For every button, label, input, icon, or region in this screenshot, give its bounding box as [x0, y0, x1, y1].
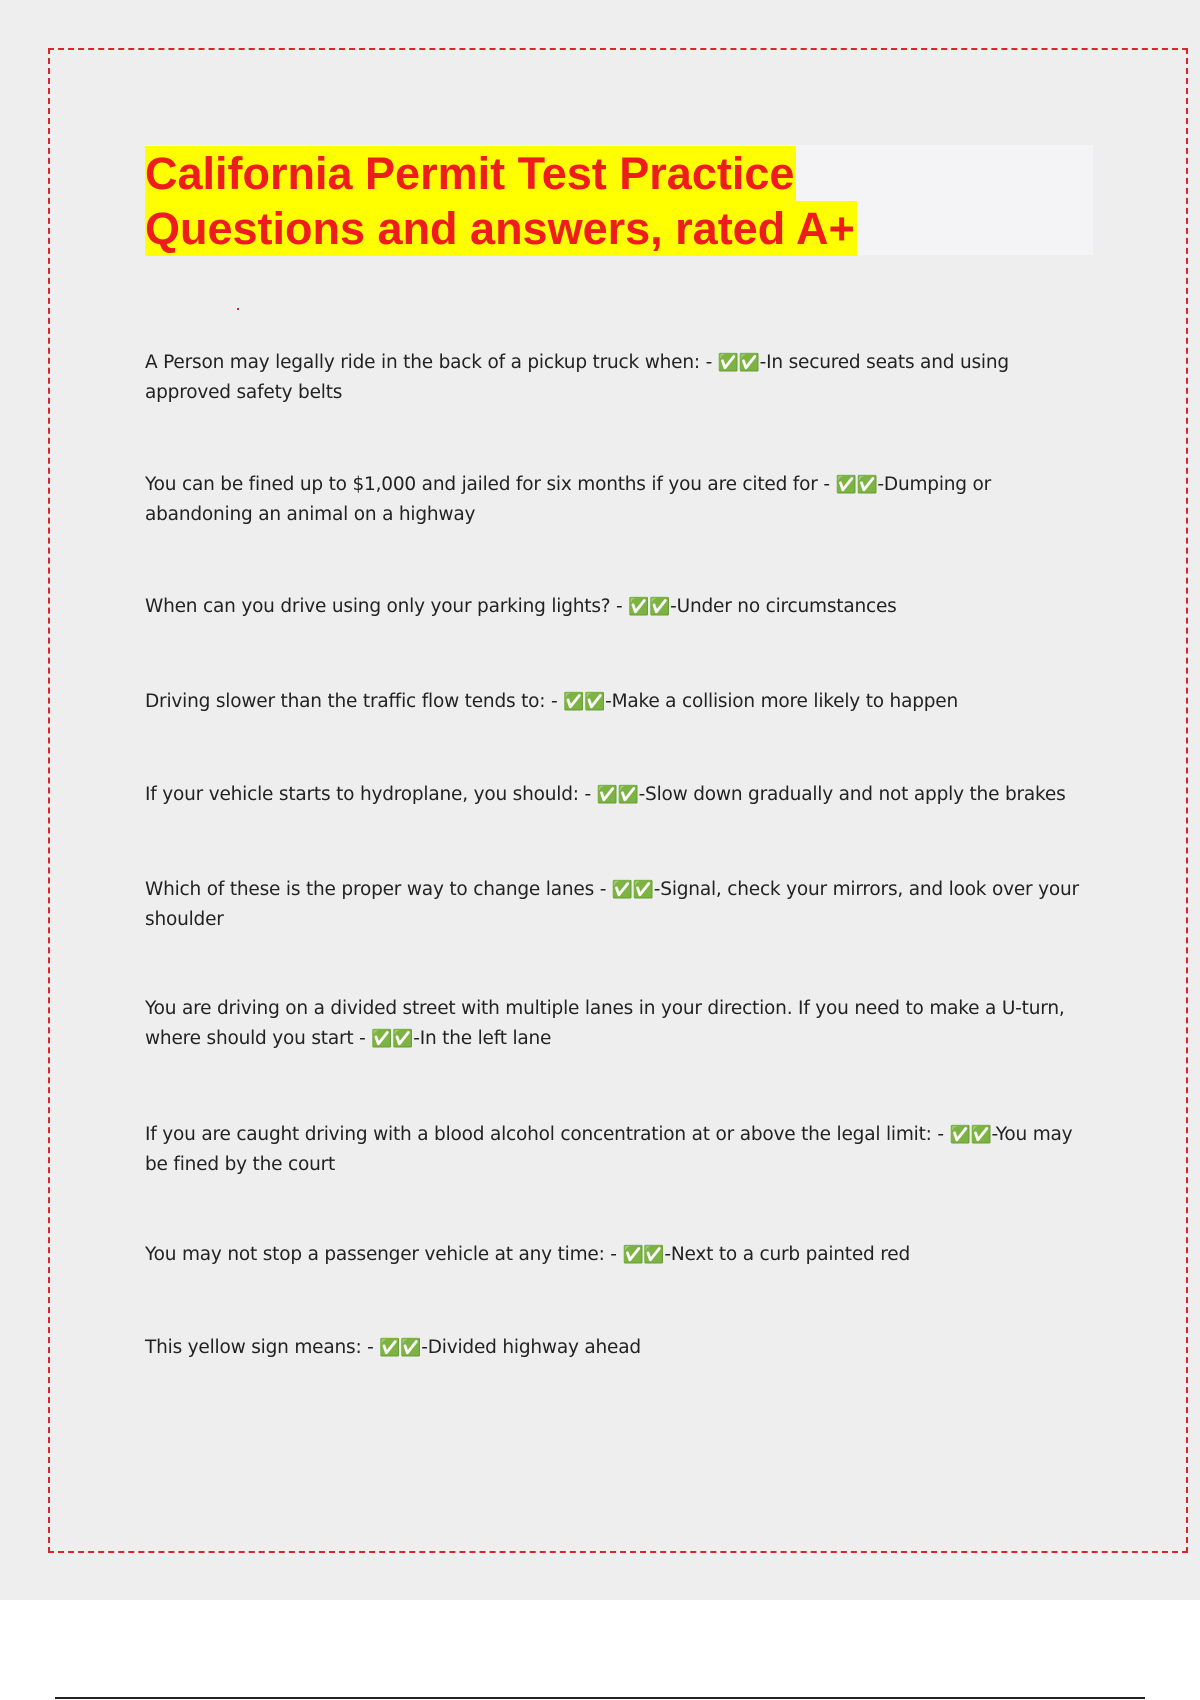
question-text: You may not stop a passenger vehicle at any time: -: [145, 1244, 623, 1265]
qa-item: [145, 780, 1095, 810]
double-check-icon: ✅✅: [563, 692, 606, 712]
question-text: This yellow sign means: -: [145, 1337, 380, 1358]
double-check-icon: ✅✅: [379, 1338, 422, 1358]
answer-text: -Signal, check your mirrors, and look over your shoulder: [145, 879, 1079, 930]
answer-text: -Divided highway ahead: [421, 1337, 641, 1358]
qa-item: [145, 1120, 1095, 1180]
document-title-line-2: Questions and answers, rated A+: [145, 203, 855, 254]
qa-item: [145, 1240, 1095, 1270]
answer-text: -In secured seats and using approved safety belts: [145, 352, 1009, 403]
document-title-line-1: California Permit Test Practice: [145, 148, 795, 199]
footer-rule: [55, 1697, 1145, 1699]
question-text: If you are caught driving with a blood alcohol concentration at or above the legal limit: -: [145, 1124, 950, 1145]
qa-item: [145, 592, 1095, 622]
question-text: You are driving on a divided street with multiple lanes in your direction. If you need to make a U-turn, where should you start -: [145, 998, 1065, 1049]
answer-text: -Slow down gradually and not apply the brakes: [638, 784, 1066, 805]
answer-text: -Make a collision more likely to happen: [605, 691, 959, 712]
qa-item: [145, 348, 1095, 408]
stray-red-dot: [237, 308, 239, 310]
qa-item: [145, 1333, 1095, 1363]
answer-text: -In the left lane: [413, 1028, 552, 1049]
double-check-icon: ✅✅: [628, 597, 671, 617]
qa-item: [145, 994, 1095, 1054]
answer-text: -Next to a curb painted red: [664, 1244, 910, 1265]
question-text: A Person may legally ride in the back of a pickup truck when: -: [145, 352, 718, 373]
qa-item: [145, 470, 1095, 530]
question-text: Which of these is the proper way to change lanes -: [145, 879, 612, 900]
question-text: Driving slower than the traffic flow tends to: -: [145, 691, 564, 712]
double-check-icon: ✅✅: [611, 880, 654, 900]
question-text: You can be fined up to $1,000 and jailed for six months if you are cited for -: [145, 474, 836, 495]
answer-text: -Under no circumstances: [670, 596, 897, 617]
answer-text: -Dumping or abandoning an animal on a highway: [145, 474, 992, 525]
answer-text: -You may be fined by the court: [145, 1124, 1073, 1175]
double-check-icon: ✅✅: [949, 1125, 992, 1145]
double-check-icon: ✅✅: [596, 785, 639, 805]
double-check-icon: ✅✅: [371, 1029, 414, 1049]
question-text: If your vehicle starts to hydroplane, you should: -: [145, 784, 597, 805]
qa-item: [145, 687, 1095, 717]
double-check-icon: ✅✅: [717, 353, 760, 373]
double-check-icon: ✅✅: [835, 475, 878, 495]
qa-item: [145, 875, 1095, 935]
double-check-icon: ✅✅: [622, 1245, 665, 1265]
question-text: When can you drive using only your parking lights? -: [145, 596, 629, 617]
